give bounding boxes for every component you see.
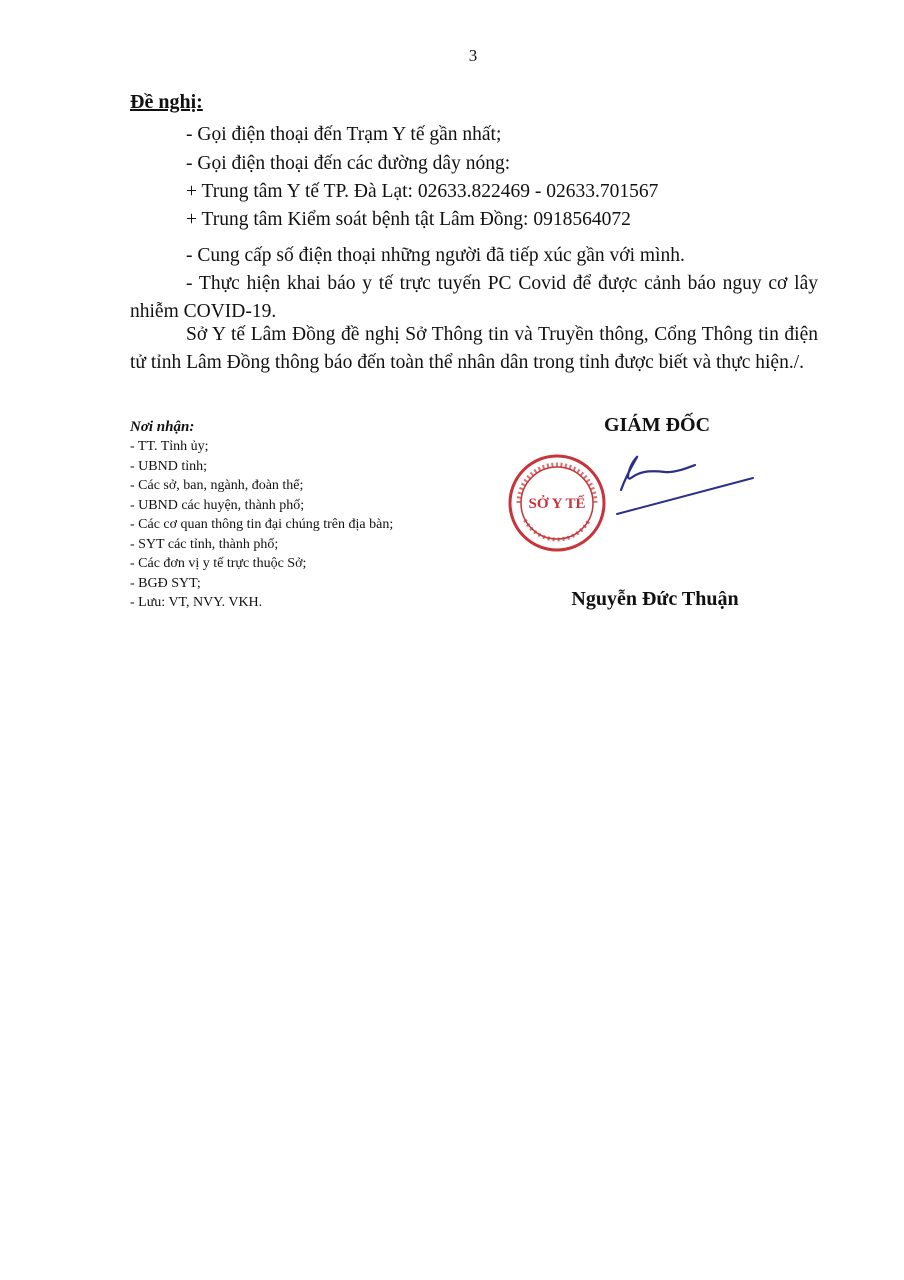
signer-title: GIÁM ĐỐC <box>603 414 711 436</box>
recipient-item: - TT. Tỉnh ủy; <box>130 439 209 454</box>
page-number: 3 <box>468 46 478 65</box>
closing-paragraph: Sở Y tế Lâm Đồng đề nghị Sở Thông tin và Truyền thông, Cổng Thông tin điện tử tỉnh Lâm Đồng thông báo đến toàn thể nhân dân trong tỉnh được biết và thực hiện./. <box>130 324 818 373</box>
recipient-item: - Các sở, ban, ngành, đoàn thể; <box>130 478 304 493</box>
stamp-seal <box>510 456 604 550</box>
recipient-item: - UBND các huyện, thành phố; <box>130 497 305 513</box>
official-stamp <box>505 448 765 558</box>
recipient-item: - Các đơn vị y tế trực thuộc Sở; <box>130 556 307 571</box>
item-call-hotlines: - Gọi điện thoại đến các đường dây nóng: <box>186 153 511 174</box>
recipient-item: - BGĐ SYT; <box>130 575 201 591</box>
recipient-item: - SYT các tỉnh, thành phố; <box>130 536 279 552</box>
recipient-item: - Các cơ quan thông tin đại chúng trên địa bàn; <box>130 517 394 532</box>
stamp-text: SỞ Y TẾ <box>528 496 586 512</box>
item-hotline-cdc: + Trung tâm Kiểm soát bệnh tật Lâm Đồng: 0918564072 <box>186 209 631 230</box>
signature-icon <box>617 457 753 514</box>
item-hotline-dalat: + Trung tâm Y tế TP. Đà Lạt: 02633.822469 - 02633.701567 <box>186 181 659 202</box>
recipients-block <box>130 418 490 613</box>
recipients-title: Nơi nhận: <box>130 419 195 435</box>
recipients-list <box>130 437 490 613</box>
item-provide-contacts: - Cung cấp số điện thoại những người đã tiếp xúc gần với mình. <box>186 245 685 266</box>
item-call-health-station: - Gọi điện thoại đến Trạm Y tế gần nhất; <box>186 124 502 145</box>
item-online-declaration: - Thực hiện khai báo y tế trực tuyến PC Covid để được cảnh báo nguy cơ lây nhiễm COVID-19. <box>130 273 818 322</box>
section-heading: Đề nghị: <box>130 91 203 113</box>
recipient-item: - Lưu: VT, NVY. VKH. <box>130 595 263 610</box>
recipient-item: - UBND tỉnh; <box>130 458 207 474</box>
signer-name: Nguyễn Đức Thuận <box>571 588 739 610</box>
